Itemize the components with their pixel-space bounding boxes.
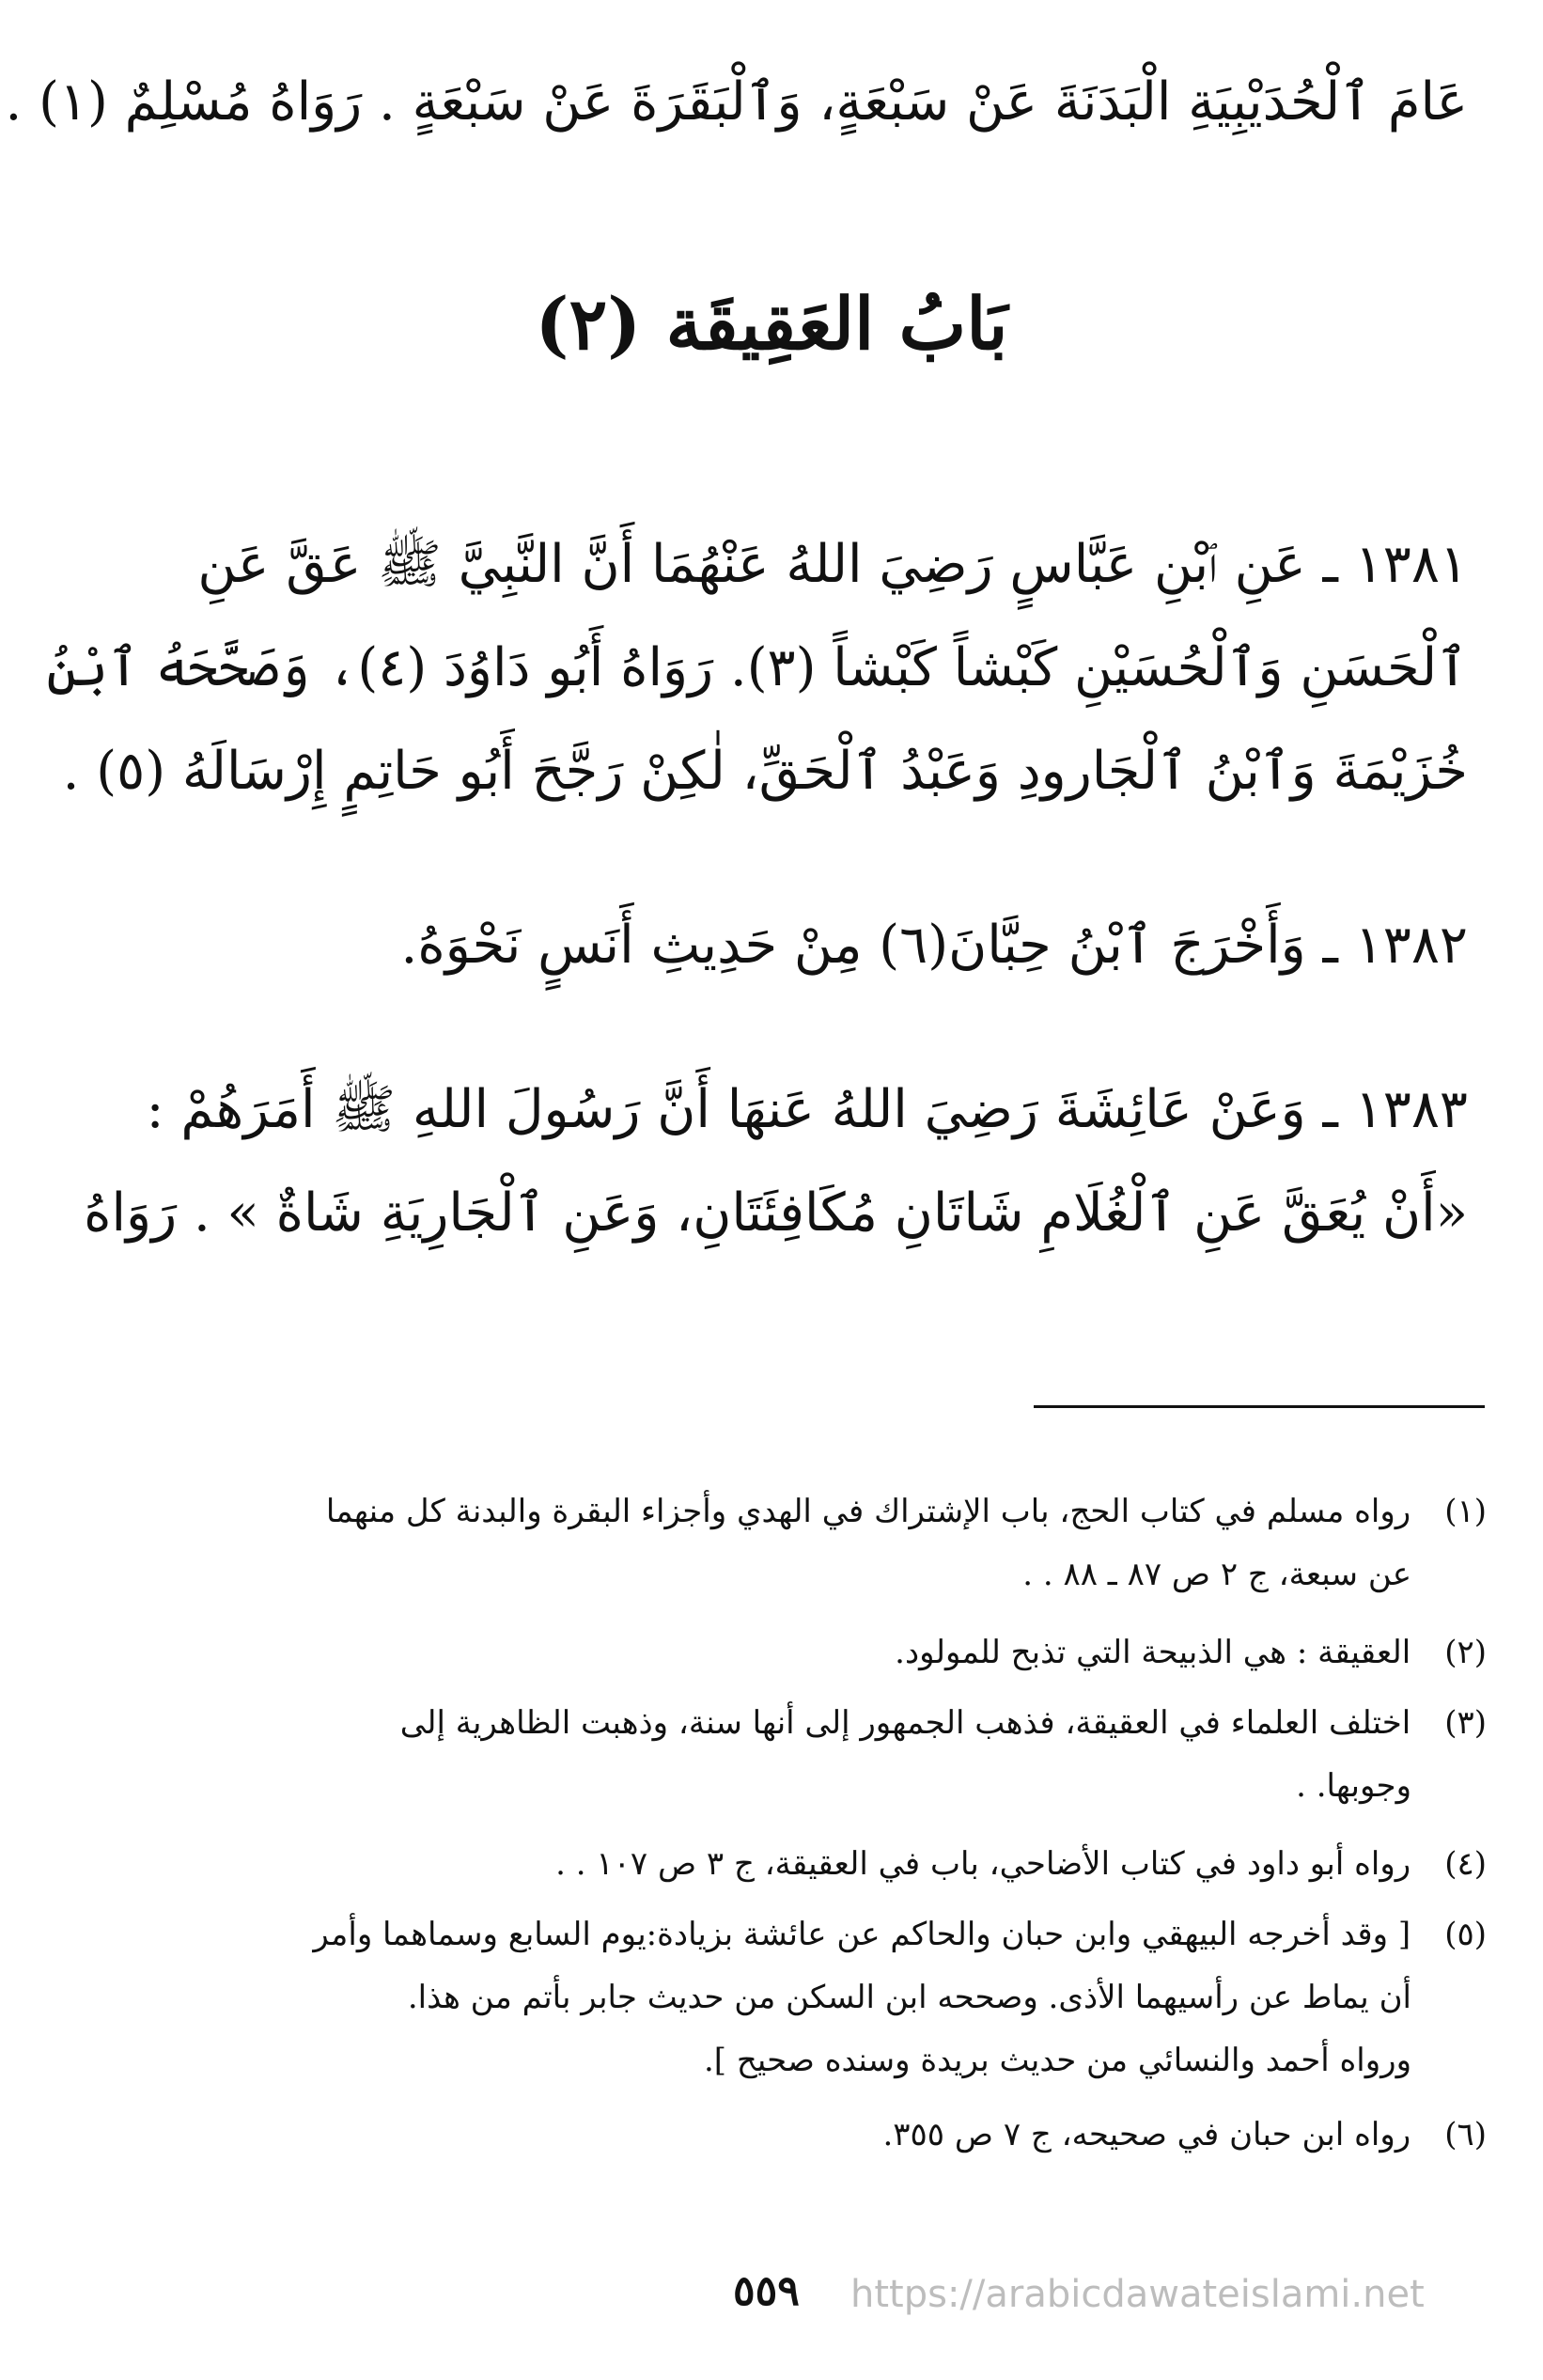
hadith-line: ١٣٨٢ ـ وَأَخْرَجَ ٱبْنُ حِبَّانَ(٦) مِنْ حَدِيثِ أَنَسٍ نَحْوَهُ. (400, 915, 1468, 976)
footnote-number: (١) (1444, 1493, 1487, 1530)
footnote-text: [ وقد أخرجه البيهقي وابن حبان والحاكم عن عائشة بزيادة:يوم السابع وسماهما وأمر (313, 1916, 1411, 1953)
footnote-separator (1034, 1405, 1485, 1408)
footnote-text: ورواه أحمد والنسائي من حديث بريدة وسنده صحيح ]. (704, 2042, 1411, 2079)
footnote-text: أن يماط عن رأسيهما الأذى. وصححه ابن السكن من حديث جابر بأتم من هذا. (407, 1979, 1411, 2016)
footnote-text: عن سبعة، ج ٢ ص ٨٧ ـ ٨٨ . . (1022, 1556, 1411, 1593)
footnote-item (77, 2118, 1487, 2153)
footnote-item (77, 1847, 1487, 1882)
footnote-text: وجوبها. . (1296, 1767, 1411, 1805)
footnote-item (77, 1981, 1487, 2015)
hadith-line: خُزَيْمَةَ وَٱبْنُ ٱلْجَارودِ وَعَبْدُ ٱلْحَقِّ، لٰكِنْ رَجَّحَ أَبُو حَاتِمٍ إِرْسَالَهُ (٥) . (62, 741, 1468, 802)
page-number: ٥٥٩ (733, 2267, 800, 2315)
hadith-line: «أَنْ يُعَقَّ عَنِ ٱلْغُلَامِ شَاتَانِ مُكَافِئَتَانِ، وَعَنِ ٱلْجَارِيَةِ شَاةٌ » . رَوَاهُ (84, 1182, 1468, 1244)
footnote-item (77, 1558, 1487, 1592)
footnote-text: رواه ابن حبان في صحيحه، ج ٧ ص ٣٥٥. (882, 2116, 1411, 2153)
footnote-text: رواه أبو داود في كتاب الأضاحي، باب في العقيقة، ج ٣ ص ١٠٧ . . (555, 1845, 1411, 1883)
watermark-url: https://arabicdawateislami.net (850, 2273, 1425, 2316)
footnote-text: العقيقة : هي الذبيحة التي تذبح للمولود. (895, 1634, 1411, 1671)
footnote-item (77, 1918, 1487, 1952)
footnote-item (77, 1636, 1487, 1670)
footnote-number: (٤) (1444, 1845, 1487, 1883)
hadith-line: ١٣٨٣ ـ وَعَنْ عَائِشَةَ رَضِيَ اللهُ عَنهَا أَنَّ رَسُولَ اللهِ ﷺ أَمَرَهُمْ : (146, 1079, 1468, 1140)
footnote-item (77, 2043, 1487, 2078)
footnote-number: (٢) (1444, 1634, 1487, 1671)
footnote-item (77, 1769, 1487, 1804)
footnote-item (77, 1495, 1487, 1529)
footnote-number: (٥) (1444, 1916, 1487, 1953)
chapter-title: بَابُ العَقِيقَة (٢) (535, 282, 1008, 366)
footnote-number: (٦) (1444, 2116, 1487, 2153)
footnote-text: اختلف العلماء في العقيقة، فذهب الجمهور إلى أنها سنة، وذهبت الظاهرية إلى (399, 1704, 1411, 1742)
footnote-item (77, 1706, 1487, 1741)
footnote-text: رواه مسلم في كتاب الحج، باب الإشتراك في الهدي وأجزاء البقرة والبدنة كل منهما (325, 1493, 1411, 1530)
continuation-line: عَامَ ٱلْحُدَيْبِيَةِ الْبَدَنَةَ عَنْ سَبْعَةٍ، وَٱلْبَقَرَةَ عَنْ سَبْعَةٍ . رَوَاهُ مُسْلِمٌ (١) . (5, 71, 1468, 133)
hadith-line: ٱلْحَسَنِ وَٱلْحُسَيْنِ كَبْشاً كَبْشاً (٣). رَوَاهُ أَبُو دَاوُدَ (٤)، وَصَحَّحَهُ ٱبْنُ (46, 637, 1468, 698)
footnote-number: (٣) (1444, 1704, 1487, 1742)
hadith-line: ١٣٨١ ـ عَنِ ٱبْنِ عَبَّاسٍ رَضِيَ اللهُ عَنْهُمَا أَنَّ النَّبِيَّ ﷺ عَقَّ عَنِ (197, 534, 1468, 595)
